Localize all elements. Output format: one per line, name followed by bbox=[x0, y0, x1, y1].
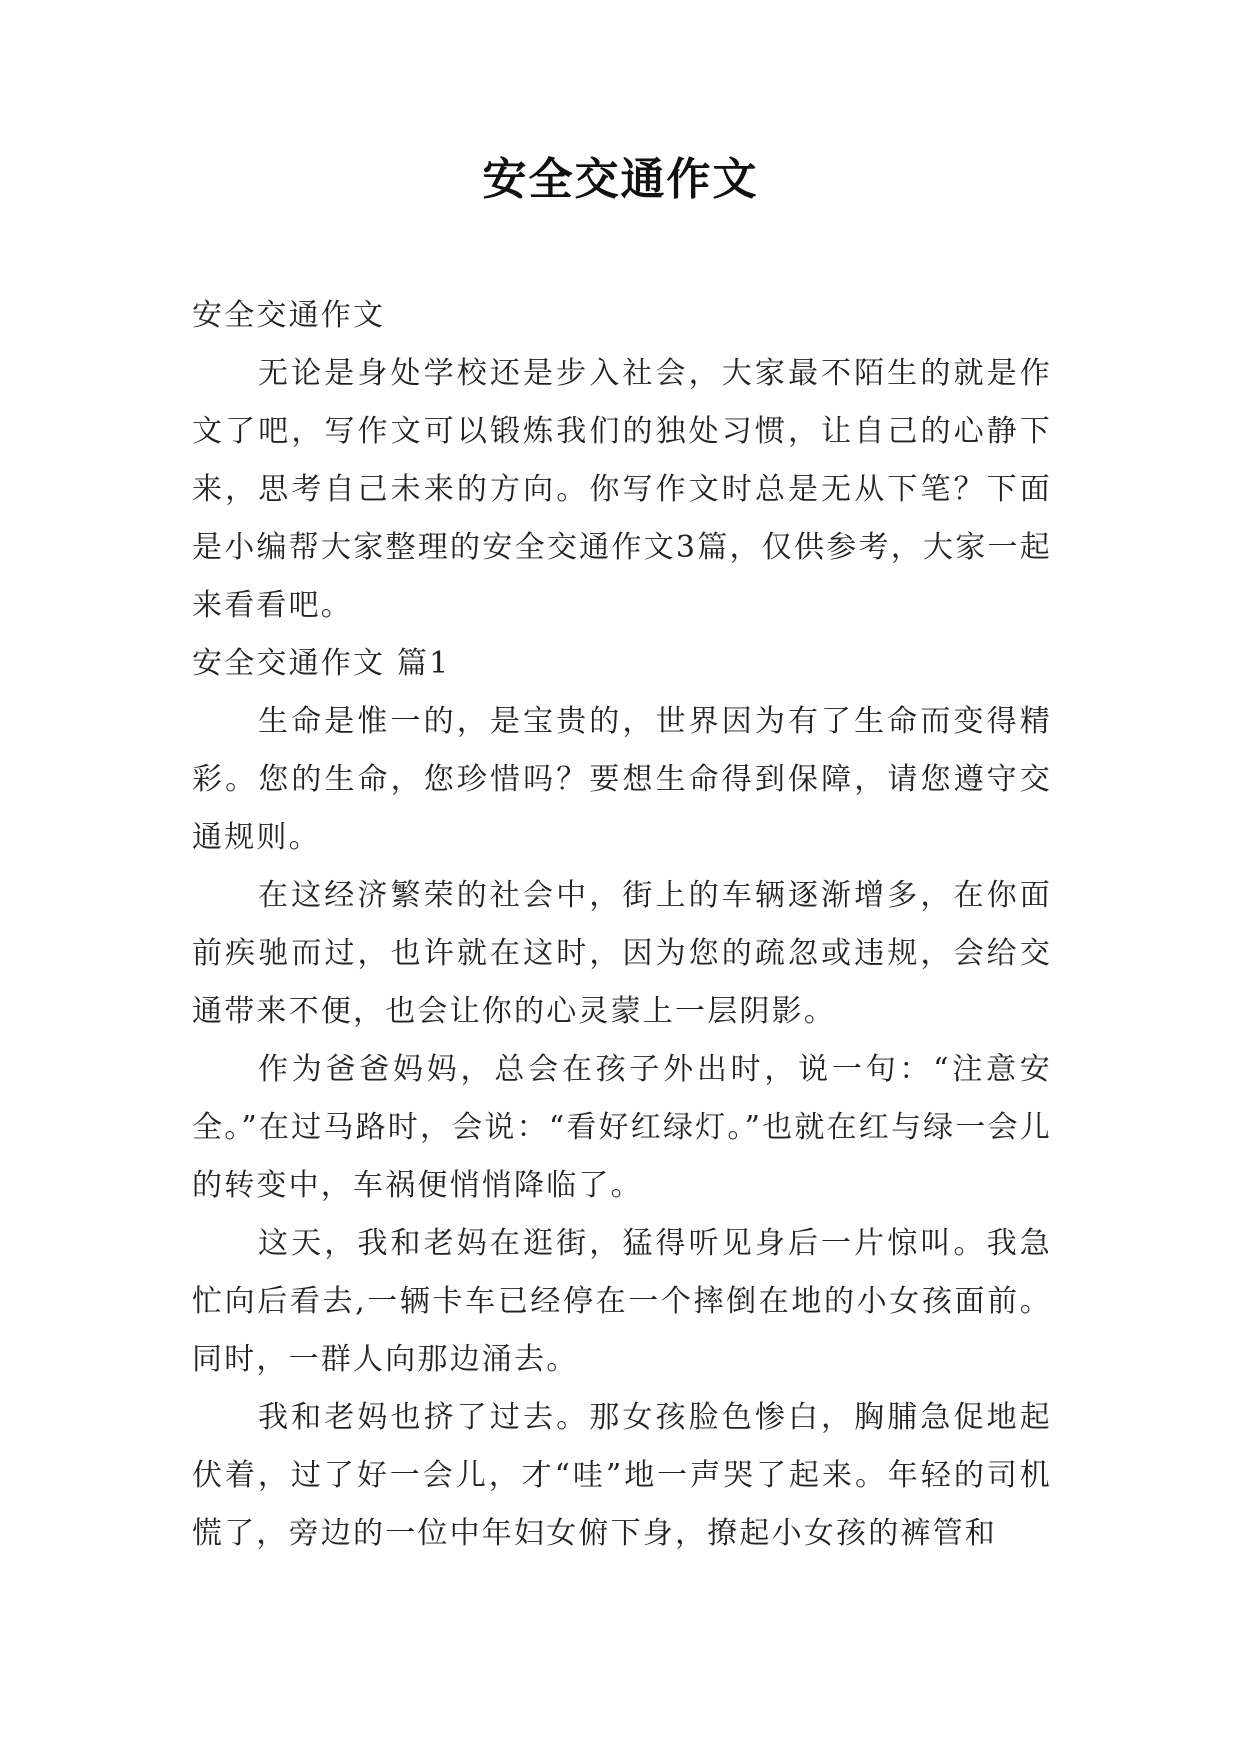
paragraph: 我和老妈也挤了过去。那女孩脸色惨白，胸脯急促地起伏着，过了好一会儿，才“哇”地一声哭了起来。年轻的司机慌了，旁边的一位中年妇女俯下身，撩起小女孩的裤管和 bbox=[192, 1400, 1052, 1551]
document-body bbox=[192, 287, 1052, 1563]
paragraph-intro: 无论是身处学校还是步入社会，大家最不陌生的就是作文了吧，写作文可以锻炼我们的独处习惯，让自己的心静下来，思考自己未来的方向。你写作文时总是无从下笔？下面是小编帮大家整理的安全交通作文3篇，仅供参考，大家一起来看看吧。 bbox=[192, 356, 1052, 623]
page-title: 安全交通作文 bbox=[482, 154, 759, 205]
paragraph: 在这经济繁荣的社会中，街上的车辆逐渐增多，在你面前疾驰而过，也许就在这时，因为您的疏忽或违规，会给交通带来不便，也会让你的心灵蒙上一层阴影。 bbox=[192, 878, 1052, 1029]
paragraph: 作为爸爸妈妈，总会在孩子外出时，说一句：“注意安全。”在过马路时，会说：“看好红绿灯。”也就在红与绿一会儿的转变中，车祸便悄悄降临了。 bbox=[192, 1052, 1052, 1203]
paragraph: 生命是惟一的，是宝贵的，世界因为有了生命而变得精彩。您的生命，您珍惜吗？要想生命得到保障，请您遵守交通规则。 bbox=[192, 704, 1052, 855]
section-heading-part-1: 安全交通作文 篇1 bbox=[192, 646, 451, 681]
paragraph: 这天，我和老妈在逛街，猛得听见身后一片惊叫。我急忙向后看去,一辆卡车已经停在一个摔倒在地的小女孩面前。同时，一群人向那边涌去。 bbox=[192, 1226, 1052, 1377]
section-heading-intro: 安全交通作文 bbox=[192, 298, 386, 333]
